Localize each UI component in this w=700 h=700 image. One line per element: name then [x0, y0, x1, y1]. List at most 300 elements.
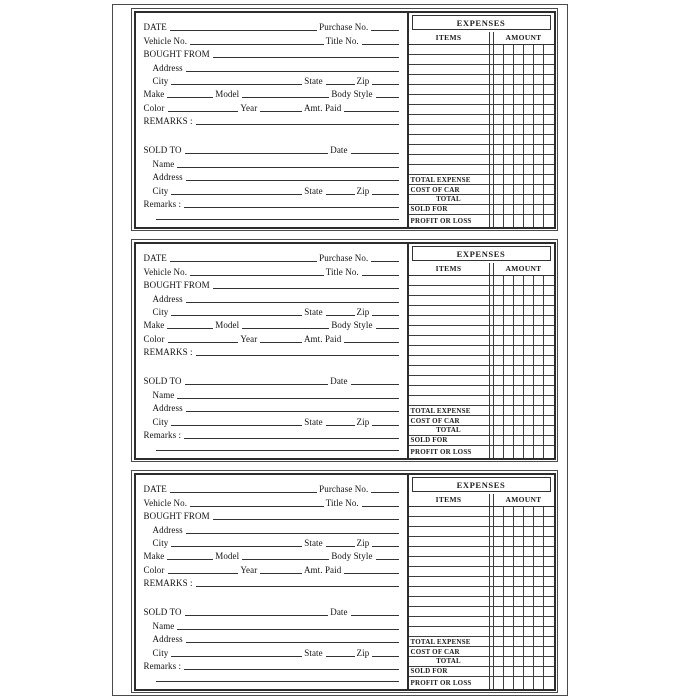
expense-amount-cells — [494, 507, 554, 516]
expense-amount-cell — [524, 326, 534, 335]
expense-items-cell: COST OF CAR — [410, 647, 460, 656]
expense-amount-cell — [514, 75, 524, 84]
expense-amount-cell — [514, 175, 524, 184]
blank-line — [376, 95, 399, 98]
expense-amount-cell — [544, 145, 553, 154]
field-label: Address — [152, 634, 183, 645]
expense-amount-cell — [514, 336, 524, 345]
expense-amount-cells — [494, 75, 554, 84]
expense-amount-cell — [544, 677, 553, 689]
expense-row — [409, 105, 554, 115]
expense-amount-cell — [494, 326, 504, 335]
expense-amount-cell — [544, 577, 553, 586]
expense-amount-cell — [494, 75, 504, 84]
expense-amount-cell — [494, 55, 504, 64]
form-field-row — [144, 127, 401, 143]
field-label: Date — [330, 607, 348, 618]
blank-line — [213, 55, 399, 58]
expense-amount-cell — [524, 306, 534, 315]
expense-items-cell — [409, 386, 489, 395]
expense-amount-cell — [534, 507, 544, 516]
expense-items-cell — [409, 567, 489, 576]
expense-amount-cell — [524, 175, 534, 184]
field-label: Amt. Paid — [303, 333, 342, 344]
expense-amount-cell — [504, 607, 514, 616]
expense-amount-cell — [504, 386, 514, 395]
expense-amount-cell — [524, 286, 534, 295]
expense-amount-cell — [524, 105, 534, 114]
blank-line — [171, 423, 302, 426]
expenses-table — [407, 13, 554, 227]
expense-row — [409, 135, 554, 145]
expense-items-cell: TOTAL — [436, 195, 461, 204]
expense-amount-cell — [494, 195, 504, 204]
form-field-row — [144, 20, 401, 33]
form-field-row — [144, 251, 401, 264]
expense-amount-cells — [494, 577, 554, 586]
expense-amount-cell — [534, 95, 544, 104]
expense-total-row — [409, 667, 554, 677]
field-label: Title No. — [325, 35, 359, 46]
blank-line — [351, 613, 399, 616]
expense-items-cell: TOTAL EXPENSE — [410, 637, 471, 646]
expense-row — [409, 366, 554, 376]
blank-line — [184, 667, 398, 670]
expense-amount-cells — [494, 657, 554, 666]
field-label: City — [152, 416, 169, 427]
field-label: State — [304, 416, 323, 427]
expense-amount-cell — [534, 175, 544, 184]
expense-total-row — [409, 426, 554, 436]
expense-amount-cell — [494, 306, 504, 315]
expense-amount-cell — [494, 135, 504, 144]
expense-amount-cell — [504, 567, 514, 576]
expense-amount-cell — [544, 416, 553, 425]
field-label: City — [152, 537, 169, 548]
expense-amount-cell — [504, 45, 514, 54]
field-label: Color — [143, 102, 165, 113]
expense-items-cell: PROFIT OR LOSS — [410, 678, 472, 687]
expense-row — [409, 336, 554, 346]
vehicle-purchase-record-card — [131, 8, 558, 231]
expense-amount-cell — [494, 155, 504, 164]
expense-amount-cell — [544, 55, 553, 64]
expense-items-cell: PROFIT OR LOSS — [410, 216, 472, 225]
field-label: Year — [240, 102, 258, 113]
expense-amount-cells — [494, 115, 554, 124]
expense-amount-cell — [514, 346, 524, 355]
expense-amount-cells — [494, 617, 554, 626]
blank-line — [371, 28, 398, 31]
form-field-row — [144, 618, 401, 631]
expense-amount-cell — [534, 155, 544, 164]
expense-amount-cells — [494, 376, 554, 385]
expense-row — [409, 557, 554, 567]
expense-amount-cells — [494, 597, 554, 606]
expense-amount-cell — [504, 115, 514, 124]
expense-amount-cell — [524, 547, 534, 556]
expense-amount-cell — [534, 517, 544, 526]
expense-amount-cell — [524, 416, 534, 425]
expense-amount-cell — [504, 517, 514, 526]
field-label: Zip — [356, 537, 370, 548]
expenses-title: EXPENSES — [412, 15, 551, 30]
form-field-row — [144, 100, 401, 113]
expense-amount-cell — [494, 647, 504, 656]
expense-row — [409, 607, 554, 617]
expense-amount-cell — [544, 627, 553, 636]
items-column-header: ITEMS — [435, 495, 462, 504]
expense-amount-cell — [514, 306, 524, 315]
expense-amount-cell — [524, 135, 534, 144]
blank-line — [156, 217, 399, 220]
expense-amount-cell — [494, 185, 504, 194]
expense-amount-cell — [534, 436, 544, 445]
expense-amount-cell — [494, 607, 504, 616]
expense-items-cell: SOLD FOR — [410, 667, 448, 676]
expense-amount-cells — [494, 416, 554, 425]
expense-amount-cell — [534, 306, 544, 315]
expenses-rows — [409, 507, 554, 689]
expense-row — [409, 346, 554, 356]
expense-amount-cell — [534, 637, 544, 646]
expense-amount-cells — [494, 557, 554, 566]
field-label: DATE — [143, 484, 167, 495]
expense-amount-cell — [534, 416, 544, 425]
blank-line — [372, 192, 398, 195]
expense-amount-cell — [524, 436, 534, 445]
expense-total-row — [409, 657, 554, 667]
expense-amount-cell — [504, 195, 514, 204]
expense-amount-cells — [494, 607, 554, 616]
expense-amount-cells — [494, 306, 554, 315]
form-field-row — [144, 374, 401, 387]
expense-amount-cell — [494, 396, 504, 405]
expense-row — [409, 517, 554, 527]
expense-total-row — [409, 647, 554, 657]
field-label: REMARKS : — [143, 578, 193, 589]
expense-items-cell: TOTAL EXPENSE — [410, 175, 471, 184]
expense-amount-cell — [494, 657, 504, 666]
expense-amount-cells — [494, 356, 554, 365]
expense-amount-cell — [504, 677, 514, 689]
field-label: Date — [330, 376, 348, 387]
expense-amount-cells — [494, 286, 554, 295]
expense-amount-cell — [494, 125, 504, 134]
expense-amount-cell — [494, 286, 504, 295]
expense-items-cell: SOLD FOR — [410, 436, 448, 445]
expense-amount-cell — [494, 95, 504, 104]
expense-amount-cell — [504, 95, 514, 104]
expense-row — [409, 145, 554, 155]
expense-amount-cell — [524, 195, 534, 204]
expense-amount-cell — [524, 597, 534, 606]
expense-items-cell — [409, 547, 489, 556]
vehicle-purchase-record-card — [131, 470, 558, 693]
expense-total-row — [409, 446, 554, 458]
expense-amount-cell — [514, 557, 524, 566]
expense-amount-cell — [504, 376, 514, 385]
expense-amount-cell — [494, 627, 504, 636]
expense-amount-cell — [514, 396, 524, 405]
expense-amount-cell — [544, 657, 553, 666]
expense-amount-cells — [494, 406, 554, 415]
expense-items-cell — [409, 95, 489, 104]
form-field-row — [144, 156, 401, 169]
expense-row — [409, 627, 554, 637]
expense-amount-cell — [534, 336, 544, 345]
expense-amount-cell — [494, 406, 504, 415]
expense-amount-cell — [514, 446, 524, 458]
expense-amount-cell — [504, 587, 514, 596]
form-field-row — [144, 60, 401, 73]
blank-line — [362, 273, 399, 276]
expense-amount-cell — [504, 125, 514, 134]
expense-row — [409, 65, 554, 75]
field-label: Date — [330, 145, 348, 156]
expense-amount-cell — [544, 587, 553, 596]
expense-items-cell: PROFIT OR LOSS — [410, 447, 472, 456]
expense-row — [409, 316, 554, 326]
form-field-row — [144, 344, 401, 357]
expense-amount-cell — [504, 426, 514, 435]
expense-amount-cell — [494, 597, 504, 606]
field-label: State — [304, 647, 323, 658]
expense-amount-cell — [514, 85, 524, 94]
expense-amount-cell — [534, 296, 544, 305]
expense-amount-cell — [514, 316, 524, 325]
expense-items-cell — [409, 366, 489, 375]
blank-line — [190, 273, 324, 276]
expense-amount-cell — [504, 617, 514, 626]
expense-items-cell — [409, 145, 489, 154]
blank-line — [171, 82, 302, 85]
expense-amount-cell — [514, 145, 524, 154]
expense-amount-cell — [544, 366, 553, 375]
expense-amount-cell — [544, 276, 553, 285]
expense-amount-cells — [494, 346, 554, 355]
expense-amount-cell — [544, 527, 553, 536]
expense-amount-cell — [514, 537, 524, 546]
expense-amount-cell — [534, 587, 544, 596]
form-field-row — [144, 427, 401, 440]
form-field-row — [144, 658, 401, 671]
form-field-row — [144, 46, 401, 59]
expense-amount-cell — [544, 547, 553, 556]
expense-amount-cell — [504, 667, 514, 676]
expense-items-cell — [409, 356, 489, 365]
expense-amount-cell — [534, 386, 544, 395]
expense-row — [409, 396, 554, 406]
expense-amount-cell — [524, 607, 534, 616]
expense-amount-cell — [524, 55, 534, 64]
blank-line — [326, 423, 355, 426]
expense-items-cell — [409, 527, 489, 536]
expense-amount-cells — [494, 145, 554, 154]
expense-amount-cell — [514, 286, 524, 295]
expense-amount-cell — [544, 105, 553, 114]
expense-amount-cells — [494, 205, 554, 214]
expense-row — [409, 326, 554, 336]
expense-items-cell: SOLD FOR — [410, 205, 448, 214]
expense-items-cell — [409, 587, 489, 596]
expense-amount-cell — [534, 356, 544, 365]
expense-amount-cell — [524, 356, 534, 365]
expense-amount-cell — [514, 95, 524, 104]
expense-amount-cell — [544, 406, 553, 415]
expense-items-cell — [409, 135, 489, 144]
field-label: Zip — [356, 185, 370, 196]
blank-line — [260, 340, 302, 343]
expense-amount-cell — [544, 175, 553, 184]
expense-amount-cell — [494, 316, 504, 325]
expense-amount-cell — [524, 336, 534, 345]
expense-amount-cell — [494, 356, 504, 365]
field-label: Amt. Paid — [303, 564, 342, 575]
form-field-row — [144, 575, 401, 588]
expense-amount-cells — [494, 587, 554, 596]
expense-items-cell — [409, 617, 489, 626]
expense-row — [409, 587, 554, 597]
expense-amount-cell — [514, 185, 524, 194]
expense-amount-cell — [494, 537, 504, 546]
expense-amount-cell — [534, 185, 544, 194]
expenses-rows — [409, 276, 554, 458]
field-label: Make — [143, 320, 165, 331]
expense-amount-cell — [494, 336, 504, 345]
field-label: BOUGHT FROM — [143, 511, 210, 522]
expense-amount-cell — [524, 165, 534, 174]
expense-row — [409, 95, 554, 105]
expense-row — [409, 276, 554, 286]
expense-amount-cell — [494, 587, 504, 596]
blank-line — [170, 259, 317, 262]
expense-amount-cell — [514, 55, 524, 64]
expense-amount-cell — [534, 446, 544, 458]
expense-amount-cell — [514, 627, 524, 636]
blank-line — [186, 69, 399, 72]
expense-amount-cell — [514, 105, 524, 114]
field-label: City — [152, 306, 169, 317]
expense-amount-cell — [514, 587, 524, 596]
purchase-fields-section — [136, 244, 407, 458]
expense-amount-cell — [524, 406, 534, 415]
blank-line — [326, 82, 355, 85]
expense-amount-cell — [494, 296, 504, 305]
expense-amount-cell — [494, 436, 504, 445]
field-label: City — [152, 647, 169, 658]
expense-amount-cell — [514, 326, 524, 335]
expense-amount-cell — [544, 376, 553, 385]
expense-amount-cell — [524, 185, 534, 194]
expense-amount-cell — [544, 95, 553, 104]
blank-line — [156, 448, 399, 451]
expense-items-cell — [409, 396, 489, 405]
expense-row — [409, 85, 554, 95]
blank-line — [371, 490, 398, 493]
expense-amount-cell — [534, 657, 544, 666]
expense-amount-cell — [524, 577, 534, 586]
expense-amount-cell — [524, 115, 534, 124]
field-label: State — [304, 75, 323, 86]
field-label: Zip — [356, 416, 370, 427]
expense-amount-cell — [504, 416, 514, 425]
expense-amount-cell — [494, 376, 504, 385]
expense-amount-cell — [514, 115, 524, 124]
form-field-row — [144, 522, 401, 535]
blank-line — [186, 531, 399, 534]
expense-amount-cell — [504, 205, 514, 214]
expense-amount-cells — [494, 647, 554, 656]
expense-items-cell — [409, 376, 489, 385]
expense-amount-cell — [544, 607, 553, 616]
expense-row — [409, 296, 554, 306]
expense-amount-cell — [544, 426, 553, 435]
expense-amount-cell — [524, 446, 534, 458]
expense-amount-cell — [504, 346, 514, 355]
expense-amount-cell — [544, 346, 553, 355]
expense-amount-cell — [504, 527, 514, 536]
card-inner-border — [134, 242, 556, 460]
expense-amount-cells — [494, 446, 554, 458]
expense-amount-cell — [544, 396, 553, 405]
expense-amount-cell — [514, 135, 524, 144]
expense-amount-cells — [494, 155, 554, 164]
field-label: Address — [152, 62, 183, 73]
expense-amount-cell — [514, 607, 524, 616]
expense-amount-cells — [494, 195, 554, 204]
expense-amount-cell — [494, 517, 504, 526]
expense-amount-cell — [534, 617, 544, 626]
expense-items-cell — [409, 306, 489, 315]
expense-amount-cell — [544, 215, 553, 227]
field-label: Body Style — [331, 551, 373, 562]
expense-amount-cell — [504, 145, 514, 154]
expense-amount-cell — [514, 567, 524, 576]
expense-amount-cell — [504, 105, 514, 114]
expense-amount-cell — [534, 145, 544, 154]
expense-amount-cells — [494, 547, 554, 556]
expense-items-cell — [409, 286, 489, 295]
form-field-row — [144, 331, 401, 344]
card-inner-border — [134, 11, 556, 229]
expense-total-row — [409, 406, 554, 416]
expense-amount-cells — [494, 336, 554, 345]
expense-items-cell — [409, 45, 489, 54]
blank-line — [196, 584, 399, 587]
expense-amount-cell — [544, 165, 553, 174]
field-label: BOUGHT FROM — [143, 49, 210, 60]
expense-amount-cell — [544, 386, 553, 395]
field-label: Model — [215, 89, 240, 100]
expense-items-cell — [409, 125, 489, 134]
expense-items-cell: TOTAL EXPENSE — [410, 406, 471, 415]
expense-row — [409, 55, 554, 65]
expense-amount-cell — [494, 215, 504, 227]
blank-line — [184, 436, 398, 439]
expense-amount-cell — [524, 657, 534, 666]
blank-line — [351, 151, 399, 154]
expense-amount-cell — [494, 677, 504, 689]
expense-amount-cell — [534, 667, 544, 676]
field-label: Purchase No. — [319, 22, 369, 33]
expense-amount-cell — [514, 386, 524, 395]
expense-amount-cell — [544, 85, 553, 94]
expense-amount-cell — [504, 657, 514, 666]
blank-line — [260, 571, 302, 574]
form-field-row — [144, 387, 401, 400]
field-label: State — [304, 537, 323, 548]
